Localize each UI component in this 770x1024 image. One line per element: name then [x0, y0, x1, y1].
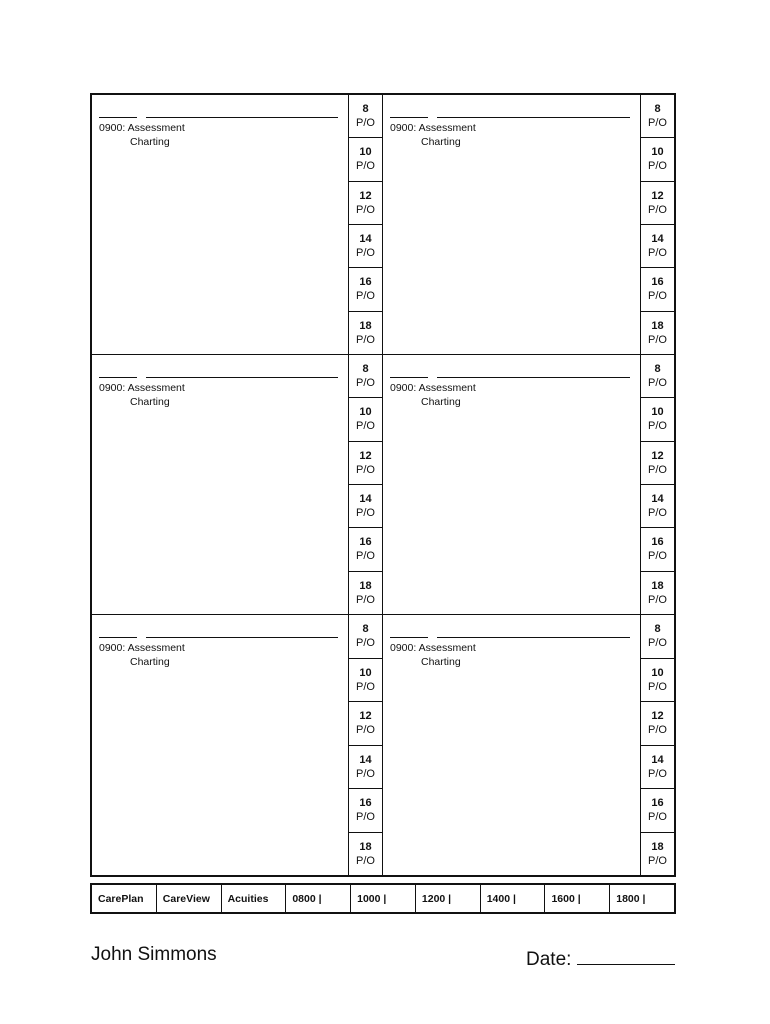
slot-po-label: P/O	[356, 550, 375, 563]
slot-po-label: P/O	[648, 550, 667, 563]
patient-name-blank[interactable]	[146, 637, 338, 638]
slot-po-label: P/O	[356, 160, 375, 173]
patient-cell	[92, 355, 383, 615]
time-slot-column	[640, 615, 674, 875]
time-slot[interactable]	[641, 746, 674, 790]
slot-po-label: P/O	[648, 203, 667, 216]
time-slot[interactable]	[641, 572, 674, 614]
time-slot[interactable]	[349, 528, 382, 571]
slot-hour: 12	[359, 710, 372, 723]
footer-name: John Simmons	[91, 944, 217, 965]
slot-po-label: P/O	[648, 724, 667, 737]
time-slot[interactable]	[349, 789, 382, 833]
time-slot-column	[348, 615, 382, 875]
time-slot[interactable]	[641, 138, 674, 181]
patient-cell	[383, 95, 674, 355]
slot-hour: 10	[651, 146, 664, 159]
slot-po-label: P/O	[356, 333, 375, 346]
slot-po-label: P/O	[356, 593, 375, 606]
time-slot[interactable]	[349, 398, 382, 441]
slot-hour: 16	[359, 797, 372, 810]
room-number-blank[interactable]	[390, 117, 428, 118]
bottom-bar-cell[interactable]: 1600 |	[545, 885, 610, 912]
slot-hour: 8	[362, 103, 369, 116]
slot-hour: 12	[651, 710, 664, 723]
time-slot-column	[348, 95, 382, 354]
patient-cell	[92, 615, 383, 875]
slot-po-label: P/O	[648, 593, 667, 606]
slot-hour: 12	[651, 189, 664, 202]
slot-hour: 10	[359, 406, 372, 419]
room-number-blank[interactable]	[99, 377, 137, 378]
bottom-bar-cell[interactable]: CarePlan	[92, 885, 157, 912]
task-line-charting: Charting	[421, 396, 461, 408]
notes-area[interactable]	[92, 355, 348, 614]
notes-area[interactable]	[92, 615, 348, 875]
time-slot-column	[640, 95, 674, 354]
time-slot[interactable]	[349, 659, 382, 703]
notes-area[interactable]	[383, 355, 640, 614]
slot-po-label: P/O	[356, 117, 375, 130]
slot-po-label: P/O	[356, 290, 375, 303]
time-slot[interactable]	[349, 442, 382, 485]
time-slot[interactable]	[641, 833, 674, 876]
slot-hour: 12	[359, 449, 372, 462]
slot-po-label: P/O	[356, 463, 375, 476]
time-slot[interactable]	[349, 138, 382, 181]
slot-hour: 8	[362, 623, 369, 636]
slot-po-label: P/O	[356, 637, 375, 650]
time-slot[interactable]	[641, 789, 674, 833]
slot-hour: 18	[359, 579, 372, 592]
slot-po-label: P/O	[648, 680, 667, 693]
time-slot[interactable]	[349, 182, 382, 225]
notes-area[interactable]	[383, 95, 640, 354]
slot-hour: 16	[359, 536, 372, 549]
time-slot[interactable]	[641, 182, 674, 225]
slot-hour: 14	[651, 753, 664, 766]
slot-po-label: P/O	[356, 854, 375, 867]
bottom-bar-cell[interactable]: 1400 |	[481, 885, 546, 912]
slot-hour: 10	[651, 666, 664, 679]
task-line-assessment: 0900: Assessment	[99, 122, 185, 134]
room-number-blank[interactable]	[390, 377, 428, 378]
task-line-assessment: 0900: Assessment	[390, 382, 476, 394]
slot-po-label: P/O	[648, 637, 667, 650]
slot-po-label: P/O	[648, 117, 667, 130]
time-slot[interactable]	[349, 268, 382, 311]
time-slot[interactable]	[349, 572, 382, 614]
patient-cell	[383, 615, 674, 875]
time-slot[interactable]	[641, 442, 674, 485]
time-slot[interactable]	[641, 95, 674, 138]
time-slot[interactable]	[641, 398, 674, 441]
time-slot-column	[348, 355, 382, 614]
slot-po-label: P/O	[356, 724, 375, 737]
slot-po-label: P/O	[648, 420, 667, 433]
patient-name-blank[interactable]	[146, 377, 338, 378]
patient-grid	[90, 93, 676, 877]
slot-hour: 16	[651, 536, 664, 549]
slot-po-label: P/O	[648, 811, 667, 824]
patient-name-blank[interactable]	[146, 117, 338, 118]
time-slot[interactable]	[349, 355, 382, 398]
bottom-bar-cell[interactable]: 1200 |	[416, 885, 481, 912]
slot-po-label: P/O	[356, 811, 375, 824]
bottom-bar	[90, 883, 676, 914]
slot-po-label: P/O	[648, 290, 667, 303]
slot-hour: 14	[651, 233, 664, 246]
time-slot[interactable]	[349, 225, 382, 268]
notes-area[interactable]	[383, 615, 640, 875]
time-slot[interactable]	[641, 225, 674, 268]
time-slot[interactable]	[641, 659, 674, 703]
patient-cell	[92, 95, 383, 355]
slot-po-label: P/O	[356, 767, 375, 780]
time-slot[interactable]	[641, 355, 674, 398]
time-slot[interactable]	[641, 528, 674, 571]
bottom-bar-cell[interactable]: Acuities	[222, 885, 287, 912]
patient-name-blank[interactable]	[437, 377, 630, 378]
patient-name-blank[interactable]	[437, 637, 630, 638]
slot-po-label: P/O	[648, 333, 667, 346]
room-number-blank[interactable]	[99, 117, 137, 118]
slot-po-label: P/O	[648, 854, 667, 867]
slot-po-label: P/O	[648, 247, 667, 260]
slot-po-label: P/O	[356, 377, 375, 390]
slot-hour: 16	[359, 276, 372, 289]
task-line-charting: Charting	[130, 136, 170, 148]
time-slot[interactable]	[349, 485, 382, 528]
task-line-charting: Charting	[130, 396, 170, 408]
time-slot[interactable]	[641, 485, 674, 528]
slot-hour: 18	[359, 319, 372, 332]
time-slot[interactable]	[641, 312, 674, 354]
task-line-assessment: 0900: Assessment	[390, 122, 476, 134]
slot-po-label: P/O	[648, 377, 667, 390]
slot-hour: 10	[359, 146, 372, 159]
slot-po-label: P/O	[356, 247, 375, 260]
time-slot[interactable]	[349, 95, 382, 138]
time-slot[interactable]	[641, 702, 674, 746]
slot-hour: 18	[651, 840, 664, 853]
slot-hour: 10	[651, 406, 664, 419]
slot-hour: 8	[654, 363, 661, 376]
slot-hour: 8	[362, 363, 369, 376]
task-line-charting: Charting	[130, 656, 170, 668]
slot-hour: 8	[654, 103, 661, 116]
footer-date	[526, 944, 675, 971]
patient-cell	[383, 355, 674, 615]
time-slot[interactable]	[349, 312, 382, 354]
slot-po-label: P/O	[648, 160, 667, 173]
time-slot[interactable]	[641, 615, 674, 659]
slot-hour: 10	[359, 666, 372, 679]
bottom-bar-cell[interactable]: 1800 |	[616, 892, 646, 905]
slot-hour: 12	[651, 449, 664, 462]
slot-hour: 14	[359, 753, 372, 766]
date-blank-line[interactable]	[577, 944, 675, 965]
slot-po-label: P/O	[356, 203, 375, 216]
task-line-assessment: 0900: Assessment	[390, 642, 476, 654]
time-slot[interactable]	[349, 746, 382, 790]
time-slot[interactable]	[641, 268, 674, 311]
date-label: Date:	[526, 949, 572, 970]
slot-hour: 16	[651, 276, 664, 289]
slot-hour: 14	[359, 493, 372, 506]
time-slot[interactable]	[349, 702, 382, 746]
slot-hour: 18	[359, 840, 372, 853]
slot-po-label: P/O	[648, 463, 667, 476]
slot-po-label: P/O	[356, 680, 375, 693]
slot-hour: 18	[651, 319, 664, 332]
task-line-charting: Charting	[421, 136, 461, 148]
task-line-charting: Charting	[421, 656, 461, 668]
slot-hour: 18	[651, 579, 664, 592]
patient-name-blank[interactable]	[437, 117, 630, 118]
room-number-blank[interactable]	[390, 637, 428, 638]
bottom-bar-cell[interactable]: 0800 |	[286, 885, 351, 912]
slot-po-label: P/O	[648, 507, 667, 520]
bottom-bar-cell[interactable]: 1000 |	[351, 885, 416, 912]
slot-hour: 12	[359, 189, 372, 202]
bottom-bar-cell[interactable]: CareView	[157, 885, 222, 912]
slot-hour: 14	[359, 233, 372, 246]
time-slot[interactable]	[349, 833, 382, 876]
time-slot[interactable]	[349, 615, 382, 659]
task-line-assessment: 0900: Assessment	[99, 642, 185, 654]
slot-hour: 14	[651, 493, 664, 506]
room-number-blank[interactable]	[99, 637, 137, 638]
slot-po-label: P/O	[356, 420, 375, 433]
slot-po-label: P/O	[648, 767, 667, 780]
slot-po-label: P/O	[356, 507, 375, 520]
notes-area[interactable]	[92, 95, 348, 354]
task-line-assessment: 0900: Assessment	[99, 382, 185, 394]
time-slot-column	[640, 355, 674, 614]
slot-hour: 16	[651, 797, 664, 810]
slot-hour: 8	[654, 623, 661, 636]
